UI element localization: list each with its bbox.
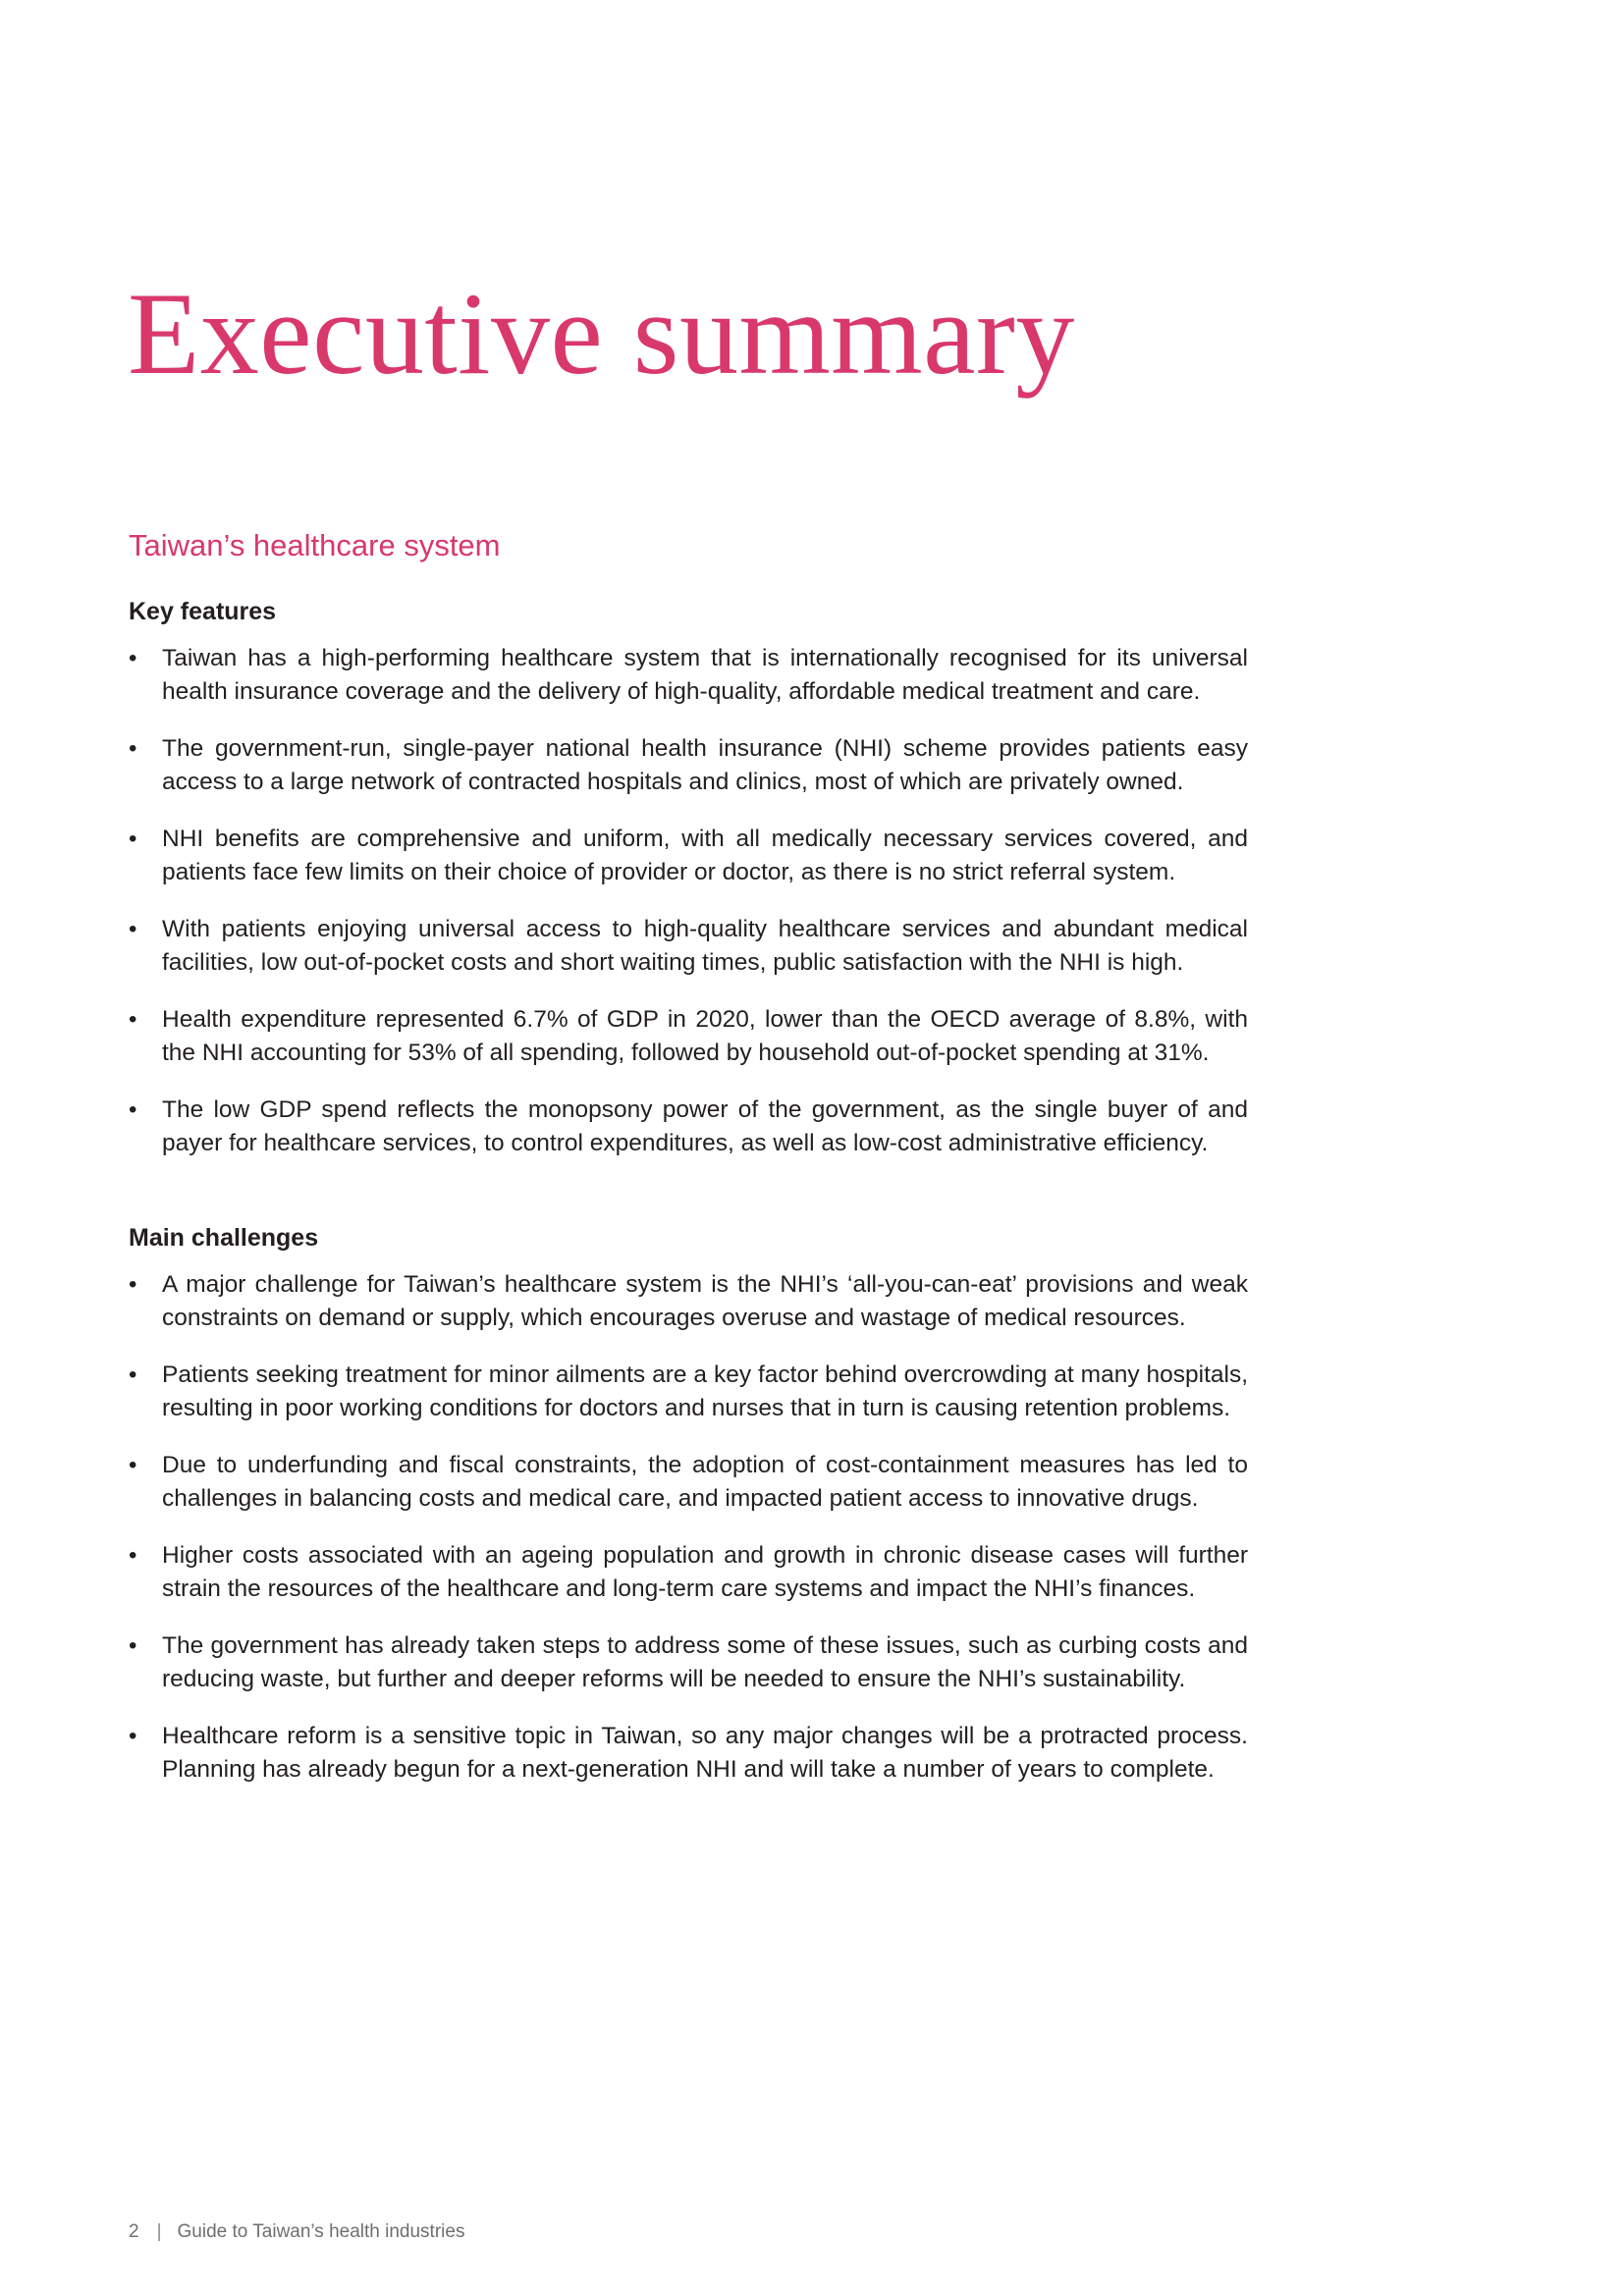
key-features-list: [129, 642, 1248, 1160]
list-item: [129, 1629, 1248, 1696]
bullet-icon: •: [129, 1632, 137, 1659]
list-item: [129, 1003, 1248, 1070]
bullet-icon: •: [129, 1006, 137, 1033]
bullet-icon: •: [129, 1096, 137, 1123]
list-item-text: The government-run, single-payer national health insurance (NHI) scheme provides patients easy access to a large network of contracted hospitals and clinics, most of which are privately owned.: [162, 735, 1248, 795]
list-item-text: Healthcare reform is a sensitive topic in Taiwan, so any major changes will be a protracted process. Planning has already begun for a next-generation NHI and will take a number of years to complete.: [162, 1723, 1248, 1783]
list-item: [129, 1094, 1248, 1160]
bullet-icon: •: [129, 1362, 137, 1388]
bullet-icon: •: [129, 735, 137, 762]
publication-title: Guide to Taiwan’s health industries: [177, 2221, 465, 2242]
list-item: [129, 1359, 1248, 1425]
list-item-text: Higher costs associated with an ageing population and growth in chronic disease cases will further strain the resources of the healthcare and long-term care systems and impact the NHI’s finances.: [162, 1542, 1248, 1602]
key-features-heading: Key features: [129, 598, 277, 625]
page-number: 2: [129, 2221, 139, 2242]
bullet-icon: •: [129, 1271, 137, 1298]
section-heading: Taiwan’s healthcare system: [129, 528, 501, 562]
list-item-text: A major challenge for Taiwan’s healthcare system is the NHI’s ‘all-you-can-eat’ provisions and weak constraints on demand or supply, which encourages overuse and wastage of medical resources.: [162, 1271, 1248, 1331]
list-item: [129, 913, 1248, 980]
list-item: [129, 1268, 1248, 1335]
list-item-text: Due to underfunding and fiscal constraints, the adoption of cost-containment measures has led to challenges in balancing costs and medical care, and impacted patient access to innovative drugs.: [162, 1452, 1248, 1512]
list-item-text: The government has already taken steps to address some of these issues, such as curbing costs and reducing waste, but further and deeper reforms will be needed to ensure the NHI’s sustainability.: [162, 1632, 1248, 1692]
main-challenges-list: [129, 1268, 1248, 1787]
bullet-icon: •: [129, 826, 137, 852]
footer-separator: |: [156, 2221, 162, 2242]
bullet-icon: •: [129, 1452, 137, 1478]
list-item: [129, 1539, 1248, 1606]
bullet-icon: •: [129, 1723, 137, 1749]
list-item: [129, 823, 1248, 889]
list-item-text: Health expenditure represented 6.7% of GDP in 2020, lower than the OECD average of 8.8%, with the NHI accounting for 53% of all spending, followed by household out-of-pocket spending at 31%.: [162, 1006, 1248, 1066]
list-item-text: With patients enjoying universal access to high-quality healthcare services and abundant medical facilities, low out-of-pocket costs and short waiting times, public satisfaction with the NHI is high.: [162, 916, 1248, 976]
list-item: [129, 642, 1248, 709]
list-item-text: NHI benefits are comprehensive and uniform, with all medically necessary services covered, and patients face few limits on their choice of provider or doctor, as there is no strict referral system.: [162, 826, 1248, 885]
main-challenges-heading: Main challenges: [129, 1224, 319, 1252]
bullet-icon: •: [129, 1542, 137, 1569]
list-item-text: The low GDP spend reflects the monopsony power of the government, as the single buyer of and payer for healthcare services, to control expenditures, as well as low-cost administrative efficiency.: [162, 1096, 1248, 1156]
list-item: [129, 732, 1248, 799]
list-item-text: Taiwan has a high-performing healthcare system that is internationally recognised for its universal health insurance coverage and the delivery of high-quality, affordable medical treatment and care.: [162, 645, 1248, 705]
main-content: [129, 595, 1248, 1787]
page-title: Executive summary: [128, 268, 1075, 399]
list-item: [129, 1720, 1248, 1787]
page-footer: [129, 2222, 464, 2241]
bullet-icon: •: [129, 645, 137, 671]
list-item: [129, 1449, 1248, 1516]
bullet-icon: •: [129, 916, 137, 942]
list-item-text: Patients seeking treatment for minor ailments are a key factor behind overcrowding at many hospitals, resulting in poor working conditions for doctors and nurses that in turn is causing retention problems.: [162, 1362, 1248, 1421]
